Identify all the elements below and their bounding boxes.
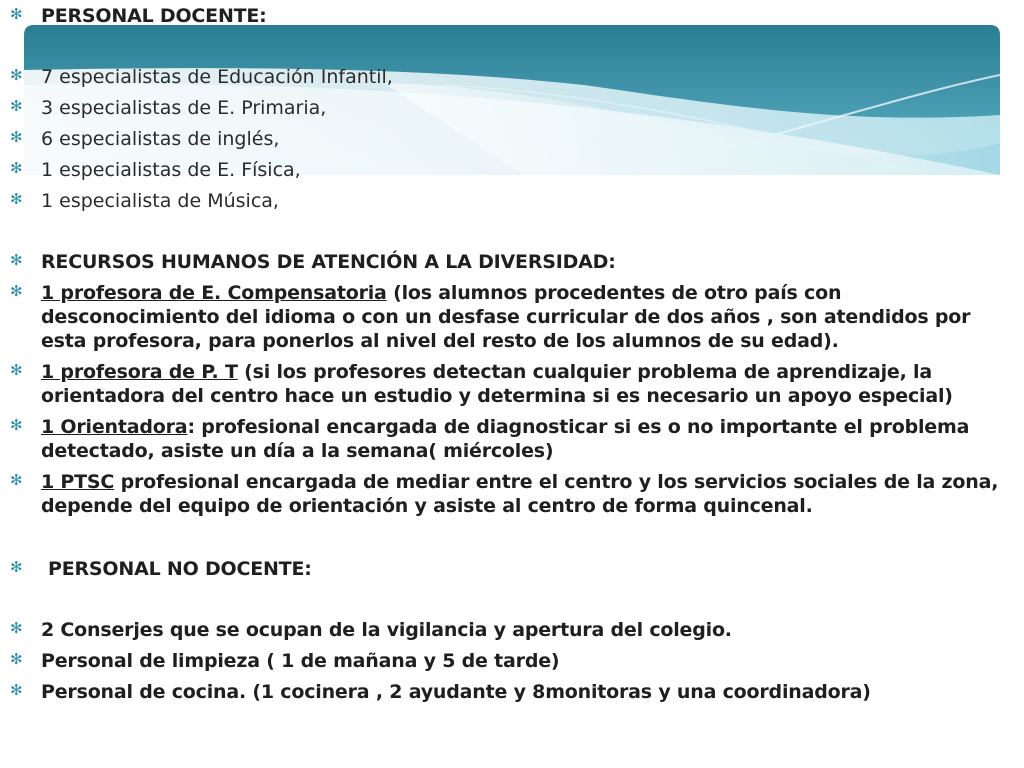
- role-name: 1 PTSC: [41, 471, 115, 493]
- role-description: : profesional encargada de diagnosticar si es o no importante el problema detectado, asiste un día a la semana( miércoles): [41, 416, 970, 462]
- list-item-text: [41, 281, 1010, 353]
- role-description: (si los profesores detectan cualquier problema de aprendizaje, la orientadora del centro hace un estudio y determina si es necesario un apoyo especial): [41, 361, 953, 407]
- role-name: 1 Orientadora: [41, 416, 188, 438]
- role-name: 1 profesora de E. Compensatoria: [41, 282, 387, 304]
- asterisk-bullet-icon: ✻: [10, 619, 23, 637]
- asterisk-bullet-icon: ✻: [10, 5, 23, 23]
- list-item-text: Personal de limpieza ( 1 de mañana y 5 de tarde): [41, 650, 560, 672]
- asterisk-bullet-icon: ✻: [10, 681, 23, 699]
- list-item-text: 3 especialistas de E. Primaria,: [41, 97, 327, 119]
- asterisk-bullet-icon: ✻: [10, 558, 23, 576]
- asterisk-bullet-icon: ✻: [10, 282, 23, 300]
- asterisk-bullet-icon: ✻: [10, 190, 23, 208]
- section-heading: RECURSOS HUMANOS DE ATENCIÓN A LA DIVERSIDAD:: [41, 251, 616, 273]
- list-item-text: 7 especialistas de Educación Infantil,: [41, 66, 393, 88]
- role-description: (los alumnos procedentes de otro país con desconocimiento del idioma o con un desfase curricular de dos años , son atendidos por esta profesora, para ponerlos al nivel del resto de los alumnos de su edad).: [41, 282, 971, 352]
- list-item-text: [41, 470, 1010, 518]
- list-item-text: 6 especialistas de inglés,: [41, 128, 280, 150]
- asterisk-bullet-icon: ✻: [10, 251, 23, 269]
- asterisk-bullet-icon: ✻: [10, 128, 23, 146]
- list-item-text: 1 especialistas de E. Física,: [41, 159, 301, 181]
- list-item-text: [41, 360, 1010, 408]
- asterisk-bullet-icon: ✻: [10, 650, 23, 668]
- asterisk-bullet-icon: ✻: [10, 66, 23, 84]
- section-heading: PERSONAL DOCENTE:: [41, 5, 267, 27]
- section-heading: PERSONAL NO DOCENTE:: [48, 558, 312, 580]
- list-item-text: 2 Conserjes que se ocupan de la vigilancia y apertura del colegio.: [41, 619, 732, 641]
- asterisk-bullet-icon: ✻: [10, 361, 23, 379]
- list-item-text: 1 especialista de Música,: [41, 190, 279, 212]
- asterisk-bullet-icon: ✻: [10, 97, 23, 115]
- asterisk-bullet-icon: ✻: [10, 159, 23, 177]
- role-description: profesional encargada de mediar entre el centro y los servicios sociales de la zona, depende del equipo de orientación y asiste al centro de forma quincenal.: [41, 471, 999, 517]
- asterisk-bullet-icon: ✻: [10, 416, 23, 434]
- role-name: 1 profesora de P. T: [41, 361, 238, 383]
- list-item-text: [41, 415, 1010, 463]
- list-item-text: Personal de cocina. (1 cocinera , 2 ayudante y 8monitoras y una coordinadora): [41, 681, 871, 703]
- asterisk-bullet-icon: ✻: [10, 471, 23, 489]
